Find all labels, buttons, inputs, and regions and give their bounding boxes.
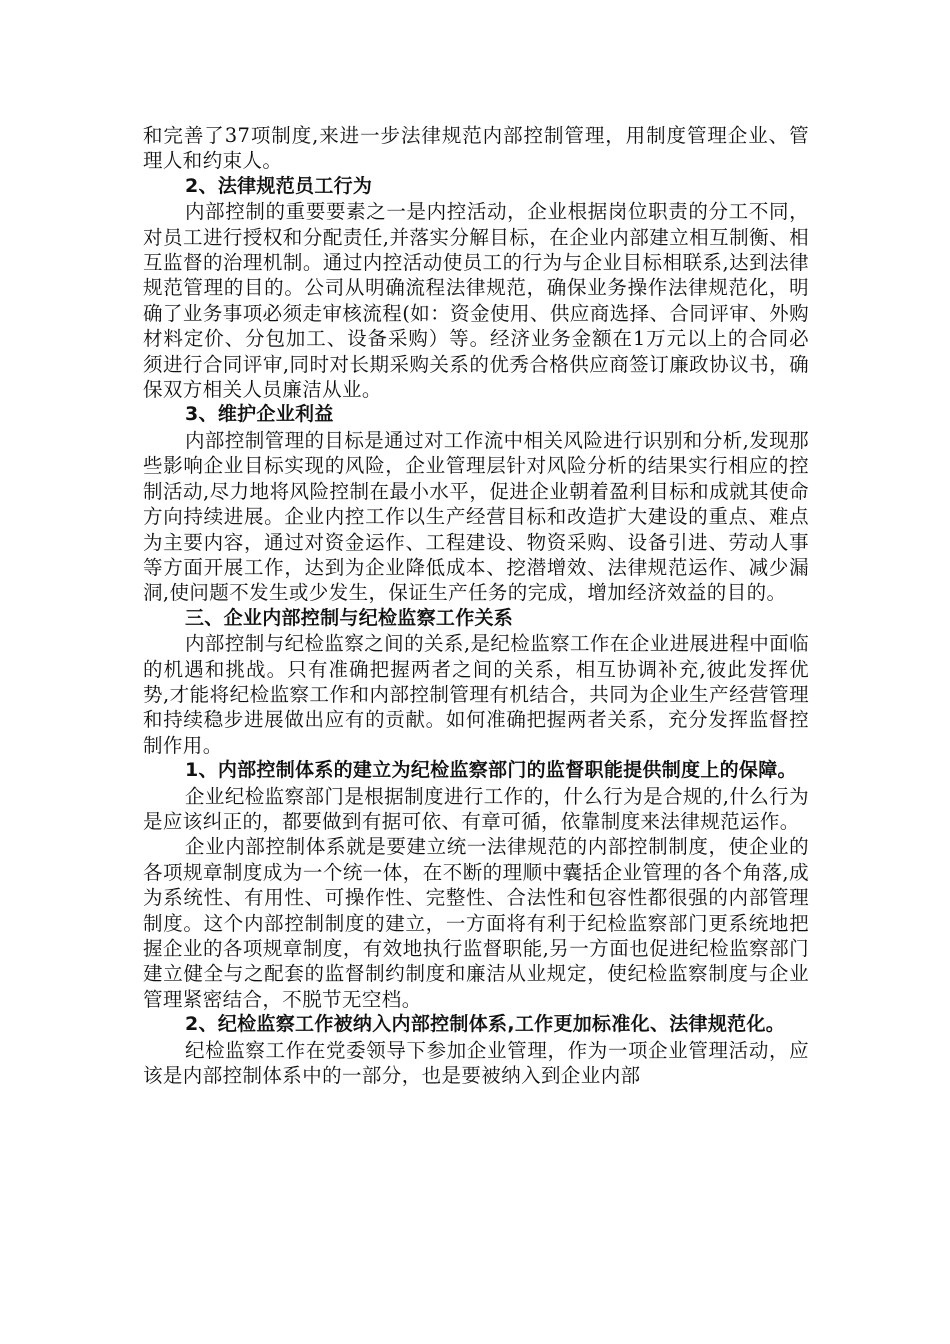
subsection-heading-1-system-guarantee: 1、内部控制体系的建立为纪检监察部门的监督职能提供制度上的保障。 bbox=[185, 759, 797, 782]
paragraph-control-objectives: 内部控制管理的目标是通过对工作流中相关风险进行识别和分析,发现那些影响企业目标实现的风险，企业管理层针对风险分析的结果实行相应的控制活动,尽力地将风险控制在最小水平，促进企业朝着盈利目标和成就其使命方向持续进展。企业内控工作以生产经营目标和改造扩大建设的重点、难点为主要内容，通过对资金运作、工程建设、物资采购、设备引进、劳动人事等方面开展工作，达到为企业降低成本、挖潜增效、法律规范运作、减少漏洞,使问题不发生或少发生，保证生产任务的完成，增加经济效益的目的。 bbox=[143, 428, 809, 605]
paragraph-internal-control-activities: 内部控制的重要要素之一是内控活动，企业根据岗位职责的分工不同， 对员工进行授权和分配责任,并落实分解目标，在企业内部建立相互制衡、相互监督的治理机制。通过内控活动使员工的行为与企业目标相联系,达到法律规范管理的目的。公司从明确流程法律规范，确保业务操作法律规范化，明确了业务事项必须走审核流程(如：资金使用、供应商选择、合同评审、外购材料定价、分包加工、设备采购）等。经济业务金额在1万元以上的合同必须进行合同评审,同时对长期采购关系的优秀合格供应商签订廉政协议书，确保双方相关人员廉洁从业。 bbox=[143, 200, 809, 402]
document-body bbox=[143, 123, 809, 1088]
paragraph-relationship-overview: 内部控制与纪检监察之间的关系,是纪检监察工作在企业进展进程中面临的机遇和挑战。只有准确把握两者之间的关系，相互协调补充,彼此发挥优势,才能将纪检监察工作和内部控制管理有机结合，共同为企业生产经营管理和持续稳步进展做出应有的贡献。如何准确把握两者关系，充分发挥监督控制作用。 bbox=[143, 632, 809, 757]
paragraph-discipline-department: 企业纪检监察部门是根据制度进行工作的，什么行为是合规的,什么行为是应该纠正的，都要做到有据可依、有章可循，依靠制度来法律规范运作。 bbox=[143, 784, 809, 833]
paragraph-party-leadership: 纪检监察工作在党委领导下参加企业管理，作为一项企业管理活动，应该是内部控制体系中的一部分，也是要被纳入到企业内部 bbox=[143, 1038, 809, 1088]
paragraph-intro: 和完善了37项制度,来进一步法律规范内部控制管理，用制度管理企业、管理人和约束人。 bbox=[143, 124, 809, 173]
subsection-heading-2-standardization: 2、纪检监察工作被纳入内部控制体系,工作更加标准化、法律规范化。 bbox=[185, 1013, 786, 1036]
section-heading-three-relationship: 三、企业内部控制与纪检监察工作关系 bbox=[185, 606, 514, 629]
paragraph-unified-system: 企业内部控制体系就是要建立统一法律规范的内部控制制度，使企业的各项规章制度成为一个统一体，在不断的理顺中囊括企业管理的各个角落,成为系统性、有用性、可操作性、完整性、合法性和包容性都很强的内部管理制度。这个内部控制制度的建立，一方面将有利于纪检监察部门更系统地把握企业的各项规章制度，有效地执行监督职能,另一方面也促进纪检监察部门建立健全与之配套的监督制约制度和廉洁从业规定，使纪检监察制度与企业管理紧密结合，不脱节无空档。 bbox=[143, 835, 809, 1011]
section-heading-2-employee-behavior: 2、法律规范员工行为 bbox=[185, 174, 373, 197]
section-heading-3-enterprise-interests: 3、维护企业利益 bbox=[185, 403, 334, 426]
